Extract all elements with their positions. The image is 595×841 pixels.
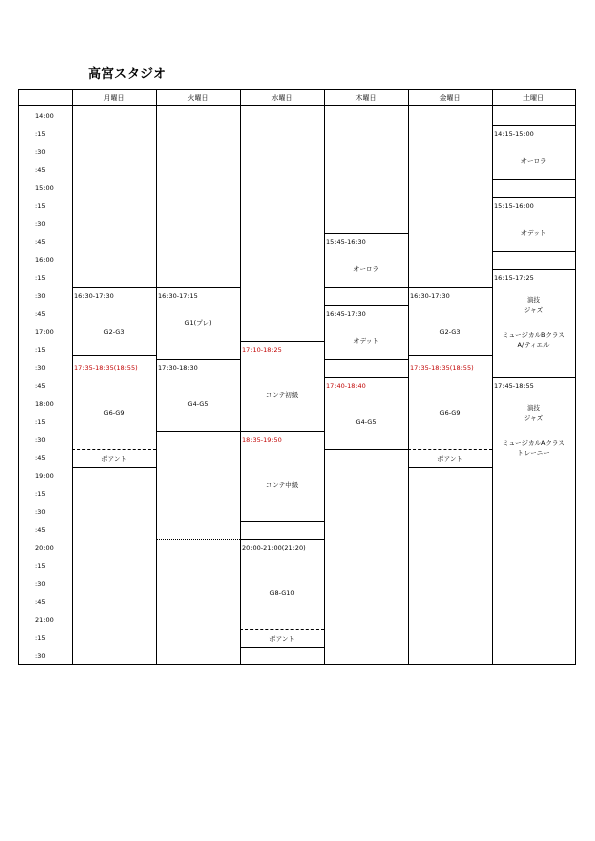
slot-divider <box>240 629 324 630</box>
slot-divider <box>240 431 324 432</box>
time-label: :15 <box>35 562 46 570</box>
time-label: :30 <box>35 364 46 372</box>
day-header-fri: 金曜日 <box>408 90 492 106</box>
time-label: :45 <box>35 598 46 606</box>
time-label: :45 <box>35 526 46 534</box>
slot-divider <box>72 355 156 356</box>
event-time: 15:15-16:00 <box>494 202 534 210</box>
event-name: G6-G9 <box>439 409 461 417</box>
event-line: ジャズ <box>523 306 544 314</box>
slot-divider <box>156 431 240 432</box>
event-line: ジャズ <box>523 414 544 422</box>
time-label: :30 <box>35 148 46 156</box>
time-label: :45 <box>35 454 46 462</box>
event-time: 17:10-18:25 <box>242 346 282 354</box>
slot-divider <box>492 197 575 198</box>
time-label: :30 <box>35 652 46 660</box>
col-divider <box>408 90 409 664</box>
event-sub: ポアント <box>101 455 127 463</box>
slot-divider <box>408 467 492 468</box>
event-name: オデット <box>353 337 379 345</box>
slot-divider <box>492 179 575 180</box>
time-label: :45 <box>35 238 46 246</box>
day-header-wed: 水曜日 <box>240 90 324 106</box>
slot-divider <box>72 449 156 450</box>
event-time: 15:45-16:30 <box>326 238 366 246</box>
time-label: :45 <box>35 382 46 390</box>
event-time: 17:35-18:35(18:55) <box>410 364 474 372</box>
event-name: G2-G3 <box>439 328 461 336</box>
event-line: 演技 <box>527 404 540 412</box>
time-label: :15 <box>35 418 46 426</box>
slot-divider <box>324 287 408 288</box>
time-label: :45 <box>35 166 46 174</box>
slot-divider <box>492 251 575 252</box>
event-sub: ポアント <box>269 635 295 643</box>
event-time: 16:15-17:25 <box>494 274 534 282</box>
slot-divider <box>492 377 575 378</box>
slot-divider <box>408 287 492 288</box>
event-time: 16:30-17:30 <box>410 292 450 300</box>
event-name: オーロラ <box>353 265 379 273</box>
col-divider <box>156 90 157 664</box>
event-line: ミュージカルAクラス <box>502 439 565 447</box>
slot-divider <box>492 269 575 270</box>
time-label: :30 <box>35 580 46 588</box>
time-label: :30 <box>35 292 46 300</box>
event-name: G4-G5 <box>187 400 209 408</box>
slot-divider <box>324 377 408 378</box>
event-name: コンテ初級 <box>265 391 299 399</box>
time-label: :45 <box>35 310 46 318</box>
event-time: 17:45-18:55 <box>494 382 534 390</box>
time-label: :30 <box>35 220 46 228</box>
event-time: 17:35-18:35(18:55) <box>74 364 138 372</box>
time-label: :15 <box>35 634 46 642</box>
day-header-thu: 木曜日 <box>324 90 408 106</box>
slot-divider <box>240 521 324 522</box>
time-label: :30 <box>35 508 46 516</box>
event-time: 16:30-17:30 <box>74 292 114 300</box>
page-title: 高宮スタジオ <box>88 67 167 82</box>
time-label: 16:00 <box>35 256 54 264</box>
day-header-sat: 土曜日 <box>492 90 575 106</box>
time-label: 15:00 <box>35 184 54 192</box>
event-name: コンテ中級 <box>265 481 299 489</box>
time-header <box>19 90 72 106</box>
time-label: :30 <box>35 436 46 444</box>
time-label: :15 <box>35 202 46 210</box>
event-name: G1(プレ) <box>184 319 212 327</box>
col-divider <box>72 90 73 664</box>
event-time: 18:35-19:50 <box>242 436 282 444</box>
slot-divider <box>156 359 240 360</box>
slot-divider <box>324 359 408 360</box>
slot-divider <box>492 125 575 126</box>
event-name: G6-G9 <box>103 409 125 417</box>
time-label: :15 <box>35 274 46 282</box>
time-label: 20:00 <box>35 544 54 552</box>
time-label: :15 <box>35 346 46 354</box>
event-line: トレーニー <box>517 449 550 457</box>
time-label: 17:00 <box>35 328 54 336</box>
time-label: 14:00 <box>35 112 54 120</box>
slot-divider <box>240 647 324 648</box>
slot-divider <box>324 305 408 306</box>
event-line: A/ティエル <box>517 341 550 349</box>
time-label: :15 <box>35 130 46 138</box>
event-line: 演技 <box>527 296 540 304</box>
time-label: 19:00 <box>35 472 54 480</box>
slot-divider <box>240 539 324 540</box>
day-header-tue: 火曜日 <box>156 90 240 106</box>
day-header-mon: 月曜日 <box>72 90 156 106</box>
event-time: 20:00-21:00(21:20) <box>242 544 306 552</box>
event-time: 14:15-15:00 <box>494 130 534 138</box>
time-label: 21:00 <box>35 616 54 624</box>
slot-divider <box>72 287 156 288</box>
slot-divider <box>72 467 156 468</box>
event-sub: ポアント <box>437 455 463 463</box>
col-divider <box>240 90 241 664</box>
slot-divider <box>240 341 324 342</box>
event-name: G2-G3 <box>103 328 125 336</box>
time-label: :15 <box>35 490 46 498</box>
time-label: 18:00 <box>35 400 54 408</box>
event-name: オーロラ <box>520 157 547 165</box>
slot-divider <box>156 539 240 540</box>
event-time: 17:30-18:30 <box>158 364 198 372</box>
event-name: オデット <box>520 229 547 237</box>
event-time: 16:30-17:15 <box>158 292 198 300</box>
slot-divider <box>408 355 492 356</box>
slot-divider <box>324 449 408 450</box>
event-line: ミュージカルBクラス <box>502 331 565 339</box>
slot-divider <box>408 449 492 450</box>
schedule-grid <box>18 89 576 665</box>
event-time: 16:45-17:30 <box>326 310 366 318</box>
event-time: 17:40-18:40 <box>326 382 366 390</box>
slot-divider <box>324 233 408 234</box>
event-name: G4-G5 <box>355 418 377 426</box>
event-name: G8-G10 <box>269 589 295 597</box>
slot-divider <box>156 287 240 288</box>
